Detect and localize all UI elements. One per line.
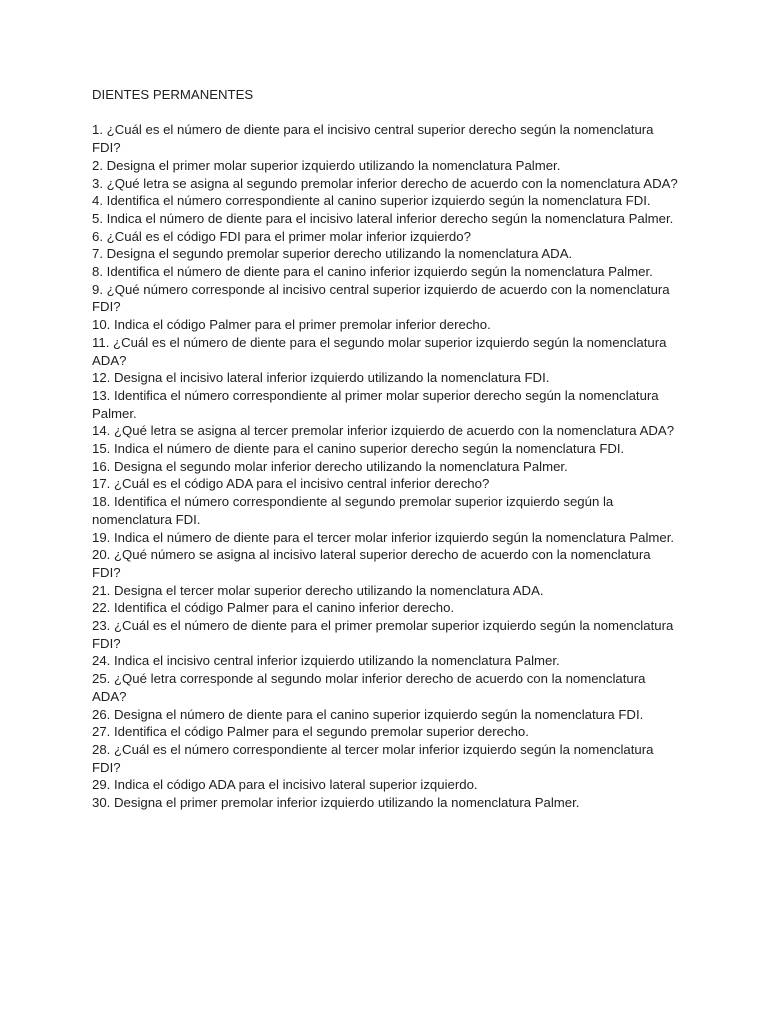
question-item: 19. Indica el número de diente para el tercer molar inferior izquierdo según la nomenclatura Palmer. [92, 529, 675, 545]
question-item: 2. Designa el primer molar superior izquierdo utilizando la nomenclatura Palmer. [92, 157, 561, 173]
question-item: 12. Designa el incisivo lateral inferior izquierdo utilizando la nomenclatura FDI. [92, 370, 550, 386]
question-item: 14. ¿Qué letra se asigna al tercer premolar inferior izquierdo de acuerdo con la nomenclatura ADA? [92, 423, 675, 439]
question-item: 1. ¿Cuál es el número de diente para el incisivo central superior derecho según la nomenclatura FDI? [92, 122, 654, 156]
question-item: 29. Indica el código ADA para el incisivo lateral superior izquierdo. [92, 777, 478, 793]
question-item: 28. ¿Cuál es el número correspondiente al tercer molar inferior izquierdo según la nomenclatura FDI? [92, 742, 654, 775]
question-item: 23. ¿Cuál es el número de diente para el primer premolar superior izquierdo según la nomenclatura FDI? [92, 618, 674, 651]
question-item: 8. Identifica el número de diente para el canino inferior izquierdo según la nomenclatura Palmer. [92, 264, 653, 280]
question-item: 10. Indica el código Palmer para el primer premolar inferior derecho. [92, 317, 491, 333]
question-item: 3. ¿Qué letra se asigna al segundo premolar inferior derecho de acuerdo con la nomenclatura ADA? [92, 175, 678, 191]
question-item: 16. Designa el segundo molar inferior derecho utilizando la nomenclatura Palmer. [92, 458, 568, 474]
question-item: 20. ¿Qué número se asigna al incisivo lateral superior derecho de acuerdo con la nomenclatura FDI? [92, 547, 651, 580]
question-item: 24. Indica el incisivo central inferior izquierdo utilizando la nomenclatura Palmer. [92, 653, 560, 669]
question-item: 30. Designa el primer premolar inferior izquierdo utilizando la nomenclatura Palmer. [92, 795, 580, 811]
question-item: 4. Identifica el número correspondiente al canino superior izquierdo según la nomenclatura FDI. [92, 193, 651, 209]
question-item: 15. Indica el número de diente para el canino superior derecho según la nomenclatura FDI. [92, 441, 625, 457]
question-item: 17. ¿Cuál es el código ADA para el incisivo central inferior derecho? [92, 476, 490, 492]
question-item: 5. Indica el número de diente para el incisivo lateral inferior derecho según la nomenclatura Palmer. [92, 210, 674, 226]
question-item: 6. ¿Cuál es el código FDI para el primer molar inferior izquierdo? [92, 228, 471, 244]
question-item: 13. Identifica el número correspondiente al primer molar superior derecho según la nomenclatura Palmer. [92, 387, 659, 421]
question-item: 21. Designa el tercer molar superior derecho utilizando la nomenclatura ADA. [92, 582, 544, 598]
document-title: DIENTES PERMANENTES [92, 87, 254, 102]
question-item: 25. ¿Qué letra corresponde al segundo molar inferior derecho de acuerdo con la nomenclatura ADA? [92, 671, 646, 704]
question-list [92, 121, 682, 811]
question-item: 9. ¿Qué número corresponde al incisivo central superior izquierdo de acuerdo con la nomenclatura FDI? [92, 281, 670, 315]
document-body [92, 86, 682, 812]
question-item: 27. Identifica el código Palmer para el segundo premolar superior derecho. [92, 724, 529, 740]
question-item: 26. Designa el número de diente para el canino superior izquierdo según la nomenclatura FDI. [92, 706, 644, 722]
question-item: 11. ¿Cuál es el número de diente para el segundo molar superior izquierdo según la nomenclatura ADA? [92, 334, 667, 368]
question-item: 7. Designa el segundo premolar superior derecho utilizando la nomenclatura ADA. [92, 246, 573, 262]
question-item: 22. Identifica el código Palmer para el canino inferior derecho. [92, 600, 455, 616]
question-item: 18. Identifica el número correspondiente al segundo premolar superior izquierdo según la nomenclatura FDI. [92, 494, 614, 527]
